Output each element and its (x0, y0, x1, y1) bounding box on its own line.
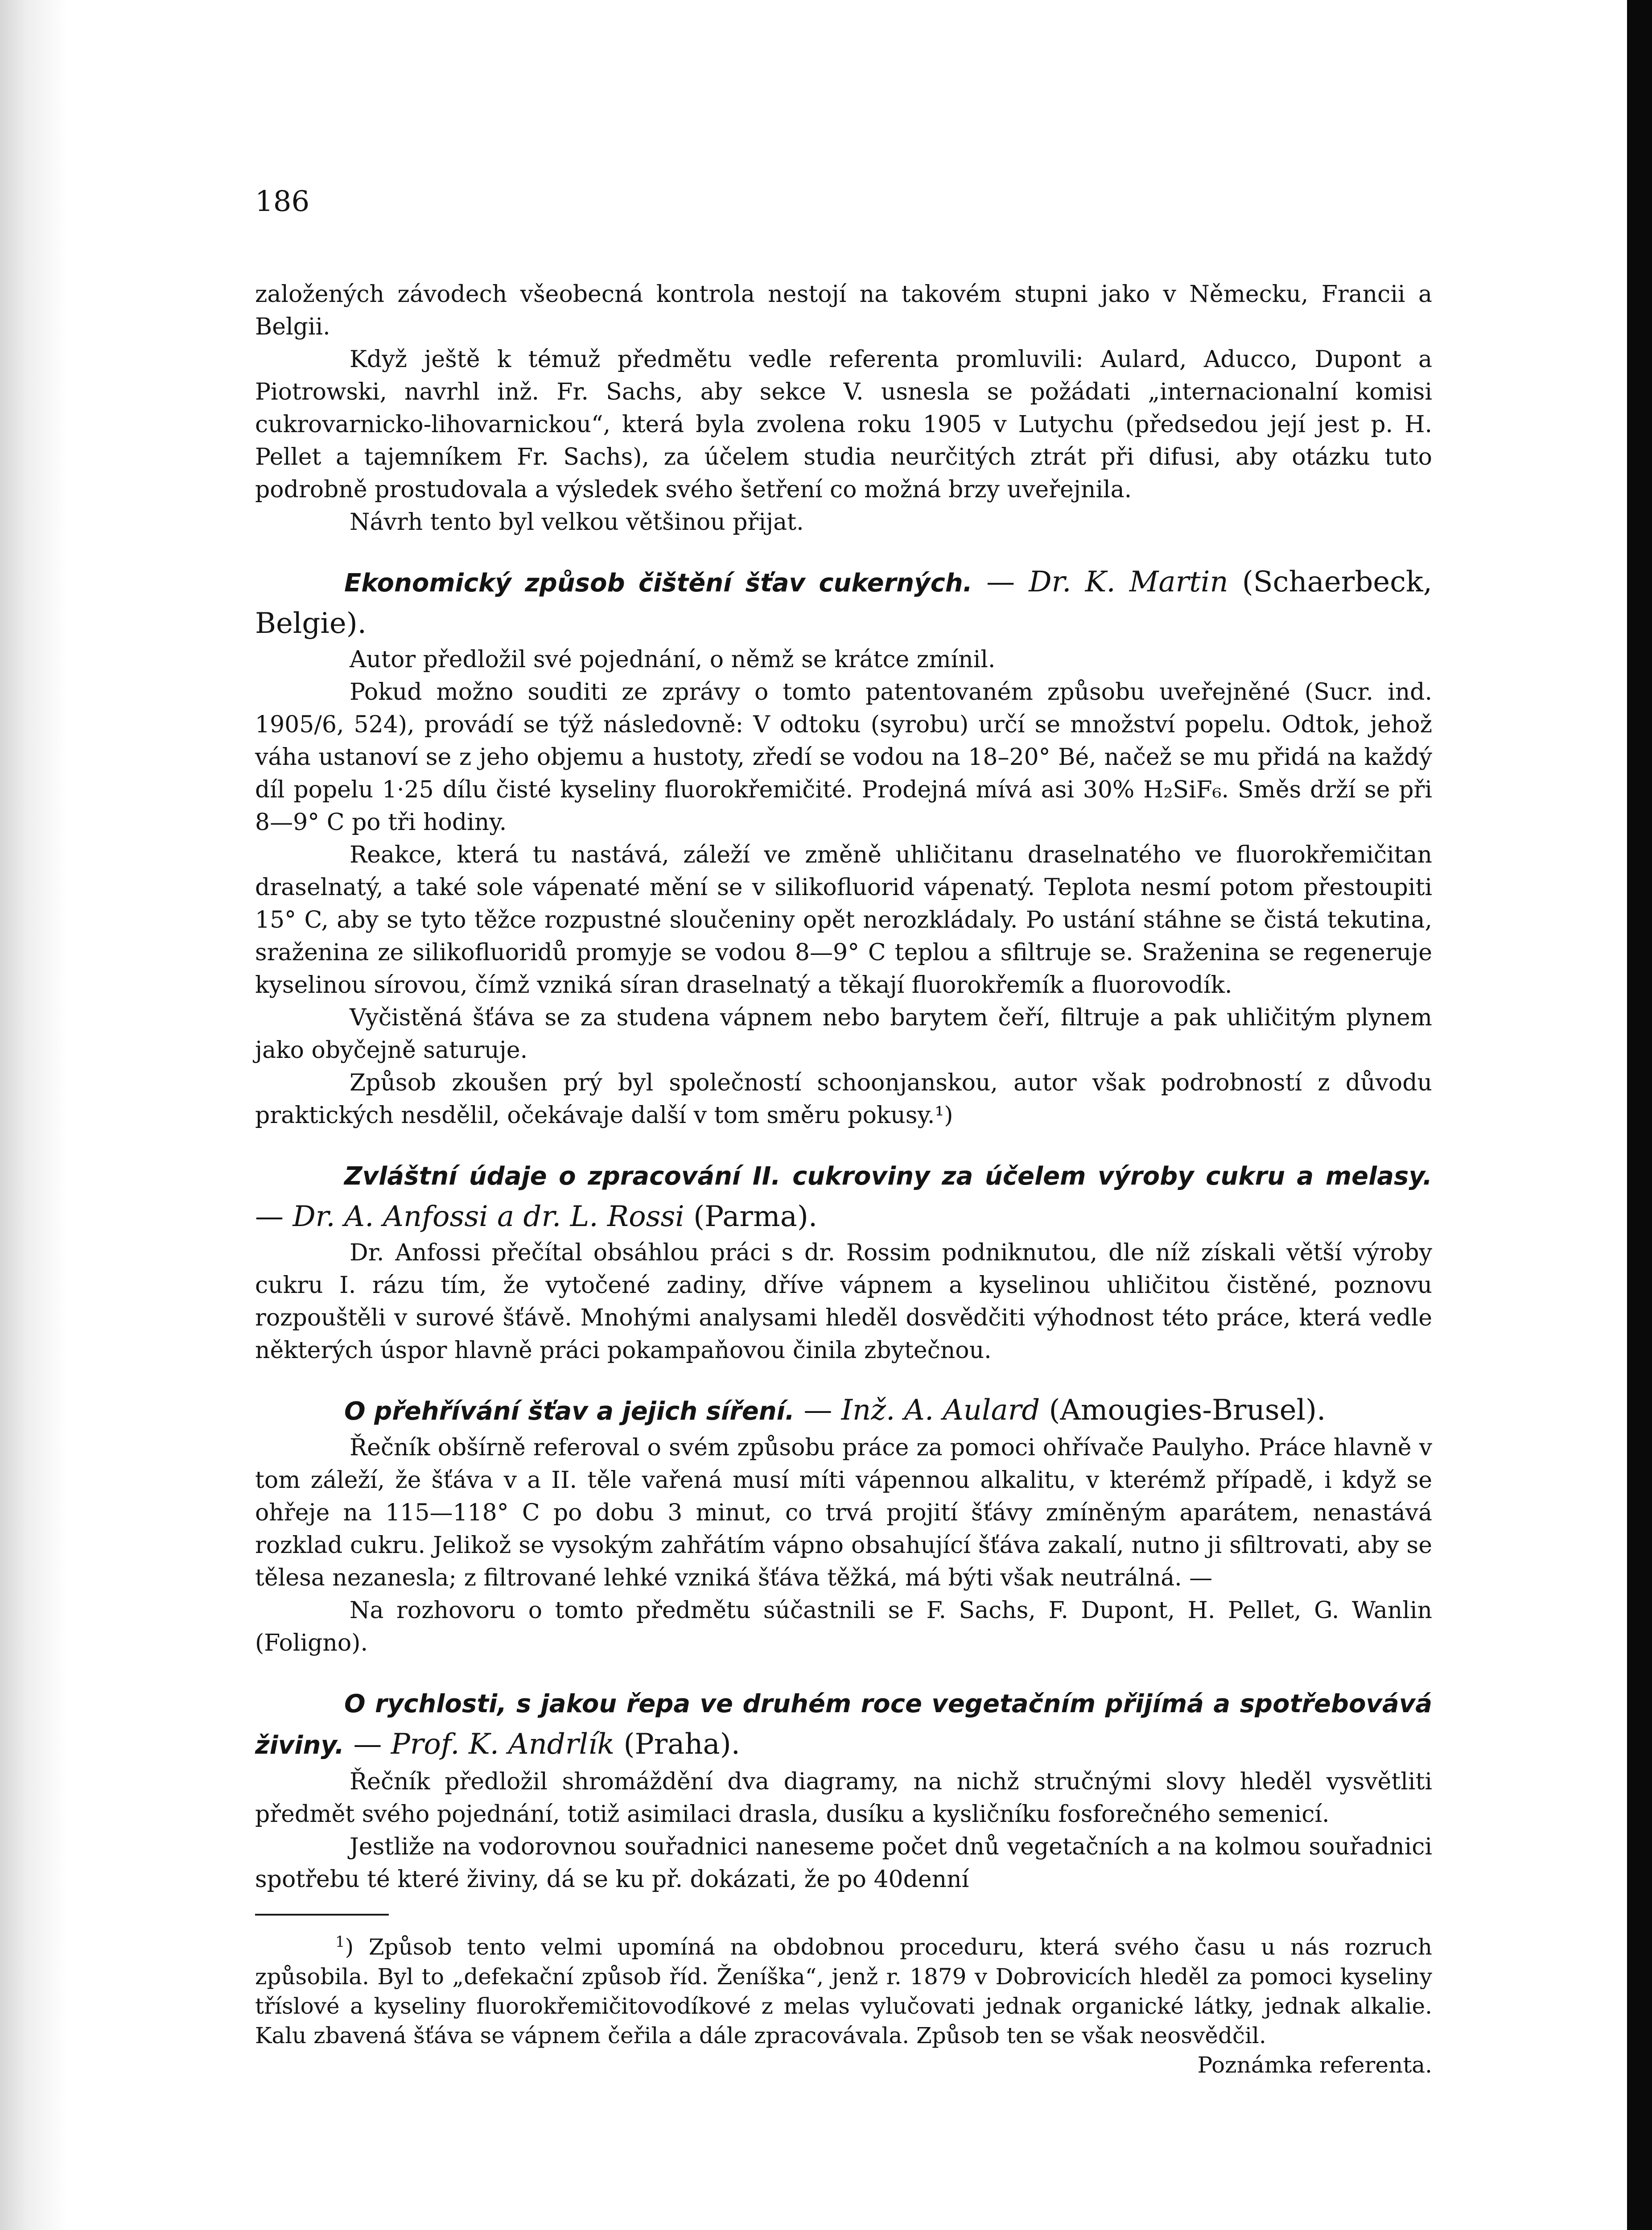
heading-dash: — (803, 1394, 832, 1427)
paragraph: Pokud možno souditi ze zprávy o tomto patentovaném způsobu uveřejněné (Sucr. ind. 1905/6, 524), provádí se týž následovně: V odtoku (syrobu) určí se množství popelu. Odtok, jehož váha ustanoví se z jeho objemu a hustoty, zředí se vodou na 18–20° Bé, načež se mu přidá na každý díl popelu 1·25 dílu čisté kyseliny fluorokřemičité. Prodejná mívá asi 30% H₂SiF₆. Směs drží se při 8—9° C po tři hodiny. (255, 679, 1432, 836)
paragraph: Autor předložil své pojednání, o němž se krátce zmínil. (350, 646, 996, 673)
footnote-signature: Poznámka referenta. (1197, 2052, 1432, 2078)
section-author: Inž. A. Aulard (841, 1394, 1040, 1427)
footnote-divider (255, 1914, 389, 1916)
footnote-marker: 1 (335, 1933, 345, 1951)
section-place: (Amougies-Brusel). (1049, 1394, 1326, 1427)
section-title: O přehřívání šťav a jejich síření. (344, 1397, 795, 1426)
page-number: 186 (255, 185, 310, 218)
section-place: (Parma). (693, 1200, 818, 1233)
paragraph: Když ještě k témuž předmětu vedle referenta promluvili: Aulard, Aducco, Dupont a Piotrowski, navrhl inž. Fr. Sachs, aby sekce V. usnesla se požádati „internacionalní komisi cukrovarnicko-lihovarnickou“, která byla zvolena roku 1905 v Lutychu (předsedou její jest p. H. Pellet a tajemníkem Fr. Sachs), za účelem studia neurčitých ztrát při difusi, aby otázku tuto podrobně prostudovala a výsledek svého šetření co možná brzy uveřejnila. (255, 346, 1432, 503)
footnote (255, 1927, 1432, 2078)
heading-dash: — (353, 1728, 382, 1761)
page-body (255, 278, 1432, 1896)
section-title: Ekonomický způsob čištění šťav cukerných. (344, 569, 972, 598)
paragraph: založených závodech všeobecná kontrola nestojí na takovém stupni jako v Německu, Francii a Belgii. (255, 281, 1432, 340)
section-title: O rychlosti, s jakou řepa ve druhém roce vegetačním přijímá a spotřebovává živiny. (255, 1689, 1432, 1760)
section-author: Dr. K. Martin (1029, 566, 1228, 599)
paragraph: Jestliže na vodorovnou souřadnici naneseme počet dnů vegetačních a na kolmou souřadnici spotřebu té které živiny, dá se ku př. dokázati, že po 40denní (255, 1834, 1432, 1893)
paragraph: Řečník obšírně referoval o svém způsobu práce za pomoci ohřívače Paulyho. Práce hlavně v tom záleží, že šťáva v a II. těle vařená musí míti vápennou alkalitu, v kterémž případě, i když se ohřeje na 115—118° C po dobu 3 minut, co trvá projití šťávy zmíněným aparátem, nenastává rozklad cukru. Jelikož se vysokým zahřátím vápno obsahující šťáva zakalí, nutno ji sfiltrovati, aby se tělesa nezanesla; z filtrované lehké vzniká šťáva těžká, má býti však neutrálná. — (255, 1434, 1432, 1591)
section-author: Dr. A. Anfossi a dr. L. Rossi (292, 1200, 684, 1233)
paragraph: Reakce, která tu nastává, záleží ve změně uhličitanu draselnatého ve fluorokřemičitan draselnatý, a také sole vápenaté mění se v silikofluorid vápenatý. Teplota nesmí potom přestoupiti 15° C, aby se tyto těžce rozpustné sloučeniny opět nerozkládaly. Po ustání stáhne se čistá tekutina, sraženina ze silikofluoridů promyje se vodou 8—9° C teplou a sfiltruje se. Sraženina se regeneruje kyselinou sírovou, čímž vzniká síran draselnatý a těkají fluorokřemík a fluorovodík. (255, 842, 1432, 999)
section-place: (Schaerbeck, Belgie). (255, 566, 1433, 640)
scan-right-border (1627, 0, 1652, 2230)
paragraph: Návrh tento byl velkou většinou přijat. (350, 509, 804, 536)
document-page (255, 187, 1432, 2080)
section-heading (255, 562, 1432, 644)
paragraph: Dr. Anfossi přečítal obsáhlou práci s dr. Rossim podniknutou, dle níž získali větší výroby cukru I. rázu tím, že vytočené zadiny, dříve vápnem a kyselinou uhličitou čistěné, poznovu rozpouštěli v surové šťávě. Mnohými analysami hleděl dosvědčiti výhodnost této práce, která vedle některých úspor hlavně práci pokampaňovou činila zbytečnou. (255, 1239, 1432, 1364)
section-title: Zvláštní údaje o zpracování II. cukroviny za účelem výroby cukru a melasy. (344, 1162, 1432, 1191)
section-heading (255, 1155, 1432, 1237)
section-heading (255, 1683, 1432, 1766)
paragraph: Způsob zkoušen prý byl společností schoonjanskou, autor však podrobností z důvodu praktických nesdělil, očekávaje další v tom směru pokusy.¹) (255, 1070, 1432, 1129)
scan-edge-shadow (0, 0, 67, 2230)
section-place: (Praha). (623, 1728, 740, 1761)
section-author: Prof. K. Andrlík (391, 1728, 615, 1761)
heading-dash: — (986, 566, 1015, 599)
paragraph: Řečník předložil shromáždění dva diagramy, na nichž stručnými slovy hleděl vysvětliti předmět svého pojednání, totiž asimilaci drasla, dusíku a kysličníku fosforečného semenicí. (255, 1768, 1432, 1828)
heading-dash: — (255, 1200, 284, 1233)
section-heading (255, 1390, 1432, 1432)
footnote-paragraph (255, 1927, 1432, 2078)
footnote-text: ) Způsob tento velmi upomíná na obdobnou proceduru, která svého času u nás rozruch způsobila. Byl to „defekační způsob říd. Ženíška“, jenž r. 1879 v Dobrovicích hleděl za pomoci kyseliny tříslové a kyseliny fluorokřemičitovodíkové z melas vylučovati jednak organické látky, jednak alkalie. Kalu zbavená šťáva se vápnem čeřila a dále zpracovávala. Způsob ten se však neosvědčil. (255, 1934, 1432, 2048)
paragraph: Vyčistěná šťáva se za studena vápnem nebo barytem čeří, filtruje a pak uhličitým plynem jako obyčejně saturuje. (255, 1004, 1432, 1064)
paragraph: Na rozhovoru o tomto předmětu súčastnili se F. Sachs, F. Dupont, H. Pellet, G. Wanlin (Foligno). (255, 1597, 1432, 1656)
